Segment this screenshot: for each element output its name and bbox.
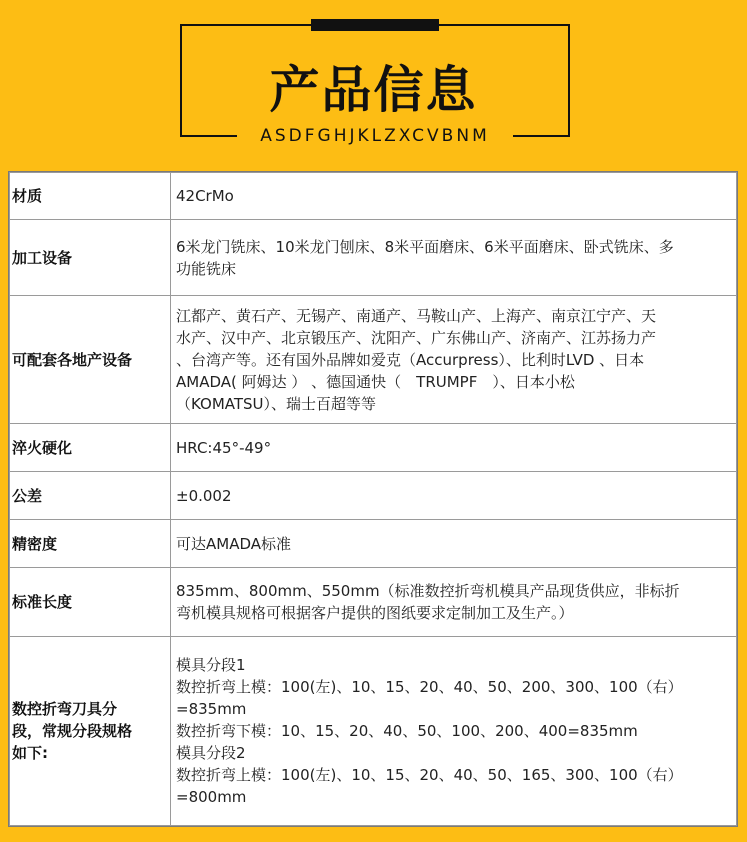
value-line: HRC:45°-49° [176,438,272,457]
value-line: 数控折弯上模：100(左)、10、15、20、40、50、200、300、100（右） [176,678,683,696]
frame-top-right [439,24,570,26]
row-value-precision [171,520,737,568]
table-row [10,220,737,296]
row-label-length: 标准长度 [10,568,171,637]
table-row [10,520,737,568]
row-value-length [171,568,737,637]
value-line: 模具分段1 [176,656,246,674]
label-line: 段，常规分段规格 [12,722,133,740]
table-row [10,568,737,637]
value-line: =800mm [176,788,247,806]
row-value-hardness [171,424,737,472]
value-line: 、台湾产等。还有国外品牌如爱克（Accurpress）、比利时LVD 、日本 [176,350,645,369]
title-top-bar [311,19,439,31]
row-value-compatible [171,296,737,424]
row-label-equipment: 加工设备 [10,220,171,296]
value-line: 数控折弯上模：100(左)、10、15、20、40、50、165、300、100（右） [176,766,683,784]
table-row [10,472,737,520]
table-row [10,296,737,424]
value-line: 42CrMo [176,187,234,205]
label-line: 数控折弯刀具分 [12,700,118,718]
value-line: 835mm、800mm、550mm（标准数控折弯机模具产品现货供应，非标折 [176,582,680,600]
frame-top-left [180,24,311,26]
product-info-table [8,171,738,827]
row-label-tolerance: 公差 [10,472,171,520]
table-row [10,173,737,220]
row-label-material: 材质 [10,173,171,220]
row-label-segments [10,637,171,826]
frame-bottom-right [513,135,570,137]
value-line: 水产、汉中产、北京锻压产、沈阳产、广东佛山产、济南产、江苏扬力产 [176,328,657,347]
value-line: （KOMATSU）、瑞士百超等等 [176,394,377,413]
header [0,0,747,160]
value-line: ±0.002 [176,486,232,505]
value-line: 数控折弯下模：10、15、20、40、50、100、200、400=835mm [176,722,638,740]
value-line: 6米龙门铣床、10米龙门刨床、8米平面磨床、6米平面磨床、卧式铣床、多 [176,237,674,256]
value-line: 可达AMADA标准 [176,534,292,553]
row-label-precision: 精密度 [10,520,171,568]
row-value-tolerance [171,472,737,520]
table-row [10,424,737,472]
row-label-compatible: 可配套各地产设备 [10,296,171,424]
table-row [10,637,737,826]
row-value-equipment [171,220,737,296]
row-value-segments [171,637,737,826]
row-value-material [171,173,737,220]
value-line: 江都产、黄石产、无锡产、南通产、马鞍山产、上海产、南京江宁产、天 [176,306,657,325]
page-title: 产品信息 [269,61,478,119]
frame-bottom-left [180,135,237,137]
value-line: =835mm [176,700,247,718]
value-line: 模具分段2 [176,744,246,762]
value-line: 功能铣床 [176,259,237,278]
page-subtitle: ASDFGHJKLZXCVBNM [260,126,490,146]
label-line: 如下: [12,744,48,762]
row-label-hardness: 淬火硬化 [10,424,171,472]
value-line: AMADA( 阿姆达 ） 、德国通快（ TRUMPF ）、日本小松 [176,372,575,391]
value-line: 弯机模具规格可根据客户提供的图纸要求定制加工及生产。） [176,604,574,622]
